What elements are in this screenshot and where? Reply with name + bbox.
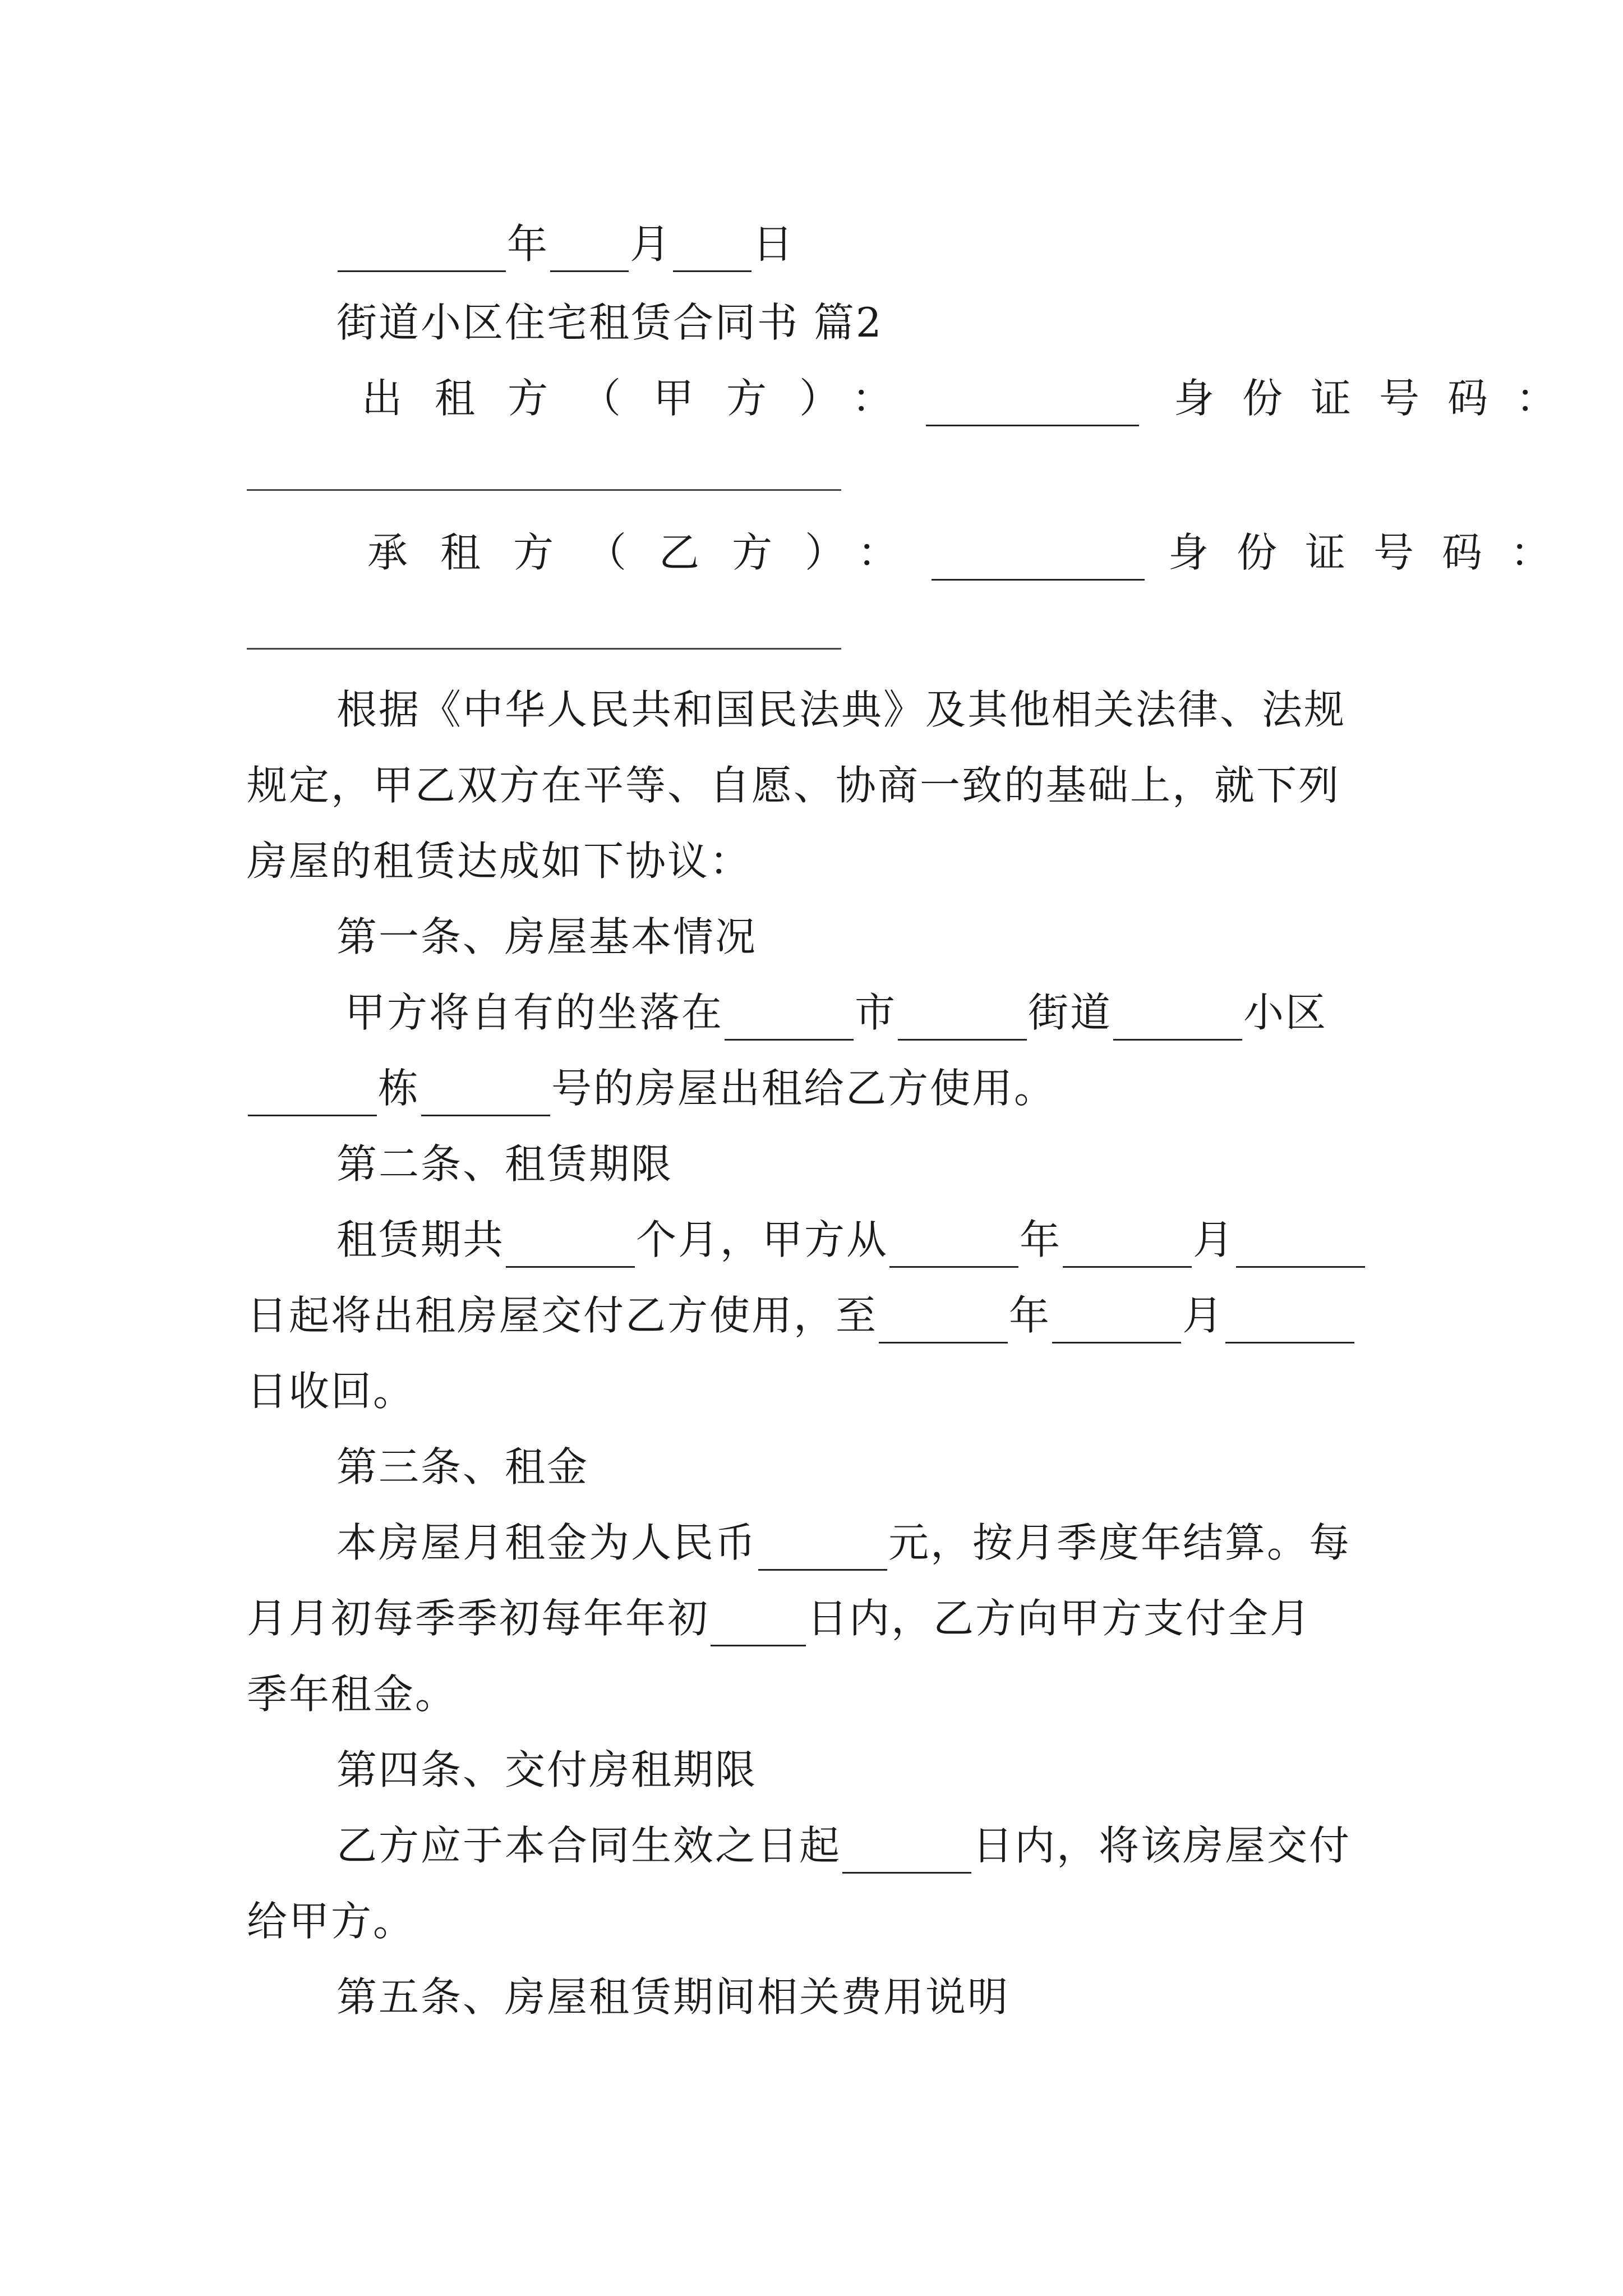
lessor-id-label: 身份证号码： (1174, 375, 1585, 422)
article1-text-d: 小区 (1243, 989, 1328, 1036)
intro-line-1: 根据《中华人民共和国民法典》及其他相关法律、法规 (336, 686, 1347, 733)
end-day-blank (1225, 1298, 1354, 1343)
day-blank (673, 227, 751, 272)
number-blank (421, 1071, 550, 1116)
intro-line-3: 房屋的租赁达成如下协议： (247, 838, 752, 885)
article2-text-e: 日起将出租房屋交付乙方使用，至 (247, 1292, 878, 1339)
start-month-blank (1063, 1222, 1192, 1268)
article2-heading: 第二条、租赁期限 (336, 1140, 674, 1188)
article3-line-3: 季年租金。 (247, 1671, 458, 1718)
lessee-line (367, 524, 1579, 581)
lessor-line (362, 370, 1584, 426)
article4-line-1 (336, 1818, 1351, 1874)
pay-days-blank (711, 1601, 806, 1646)
intro-line-2: 规定，甲乙双方在平等、自愿、协商一致的基础上，就下列 (247, 762, 1341, 809)
street-blank (898, 995, 1027, 1041)
article5-heading: 第五条、房屋租赁期间相关费用说明 (336, 1973, 1010, 2021)
article3-text-a: 本房屋月租金为人民币 (336, 1519, 758, 1566)
article2-line-2 (247, 1287, 1355, 1343)
article4-text-a: 乙方应于本合同生效之日起 (336, 1822, 842, 1869)
article2-text-b: 个月，甲方从 (636, 1216, 889, 1263)
day-label: 日 (753, 220, 795, 268)
article3-line-1 (336, 1515, 1351, 1571)
month-label: 月 (630, 220, 672, 268)
article2-text-c: 年 (1020, 1216, 1062, 1263)
article1-heading: 第一条、房屋基本情况 (336, 913, 758, 960)
month-blank (550, 227, 629, 272)
lessor-id-rule (247, 489, 841, 491)
article2-text-f: 年 (1009, 1292, 1052, 1339)
lessee-name-blank (932, 535, 1145, 581)
article1-text-c: 街道 (1028, 989, 1113, 1036)
article3-line-2 (247, 1590, 1312, 1646)
article1-line-2 (247, 1060, 1056, 1116)
delivery-days-blank (842, 1828, 971, 1874)
article2-text-d: 月 (1193, 1216, 1235, 1263)
lessor-label: 出租方（甲方）： (362, 375, 925, 422)
article4-text-b: 日内，将该房屋交付 (972, 1822, 1352, 1869)
community-blank (1113, 995, 1242, 1041)
article1-text-b: 市 (855, 989, 897, 1036)
article2-line-3: 日收回。 (247, 1368, 416, 1415)
article4-heading: 第四条、交付房租期限 (336, 1746, 758, 1793)
lessee-label: 承租方（乙方）： (367, 529, 931, 576)
article2-text-g: 月 (1182, 1292, 1225, 1339)
lessee-id-label: 身份证号码： (1168, 529, 1579, 576)
article2-line-1 (336, 1212, 1366, 1268)
end-year-blank (879, 1298, 1008, 1343)
article1-text-e: 栋 (378, 1065, 421, 1112)
document-title: 街道小区住宅租赁合同书 篇2 (336, 299, 883, 346)
article1-text-f: 号的房屋出租给乙方使用。 (551, 1065, 1057, 1112)
city-blank (725, 995, 854, 1041)
article1-text-a: 甲方将自有的坐落在 (345, 989, 724, 1036)
article4-line-2: 给甲方。 (247, 1898, 416, 1945)
start-day-blank (1236, 1222, 1365, 1268)
building-blank (248, 1071, 377, 1116)
article2-text-a: 租赁期共 (336, 1216, 505, 1263)
year-label: 年 (507, 220, 550, 268)
article3-text-b: 元，按月季度年结算。每 (888, 1519, 1352, 1566)
date-line (336, 216, 795, 272)
article1-line-1 (345, 984, 1327, 1041)
start-year-blank (889, 1222, 1018, 1268)
end-month-blank (1052, 1298, 1181, 1343)
months-blank (506, 1222, 635, 1268)
rent-blank (758, 1525, 887, 1571)
article3-heading: 第三条、租金 (336, 1443, 589, 1490)
article3-text-c: 月月初每季季初每年年初 (247, 1595, 710, 1642)
lessor-name-blank (926, 381, 1139, 426)
year-blank (338, 227, 506, 272)
article3-text-d: 日内，乙方向甲方支付全月 (807, 1595, 1312, 1642)
lessee-id-rule (247, 648, 841, 650)
